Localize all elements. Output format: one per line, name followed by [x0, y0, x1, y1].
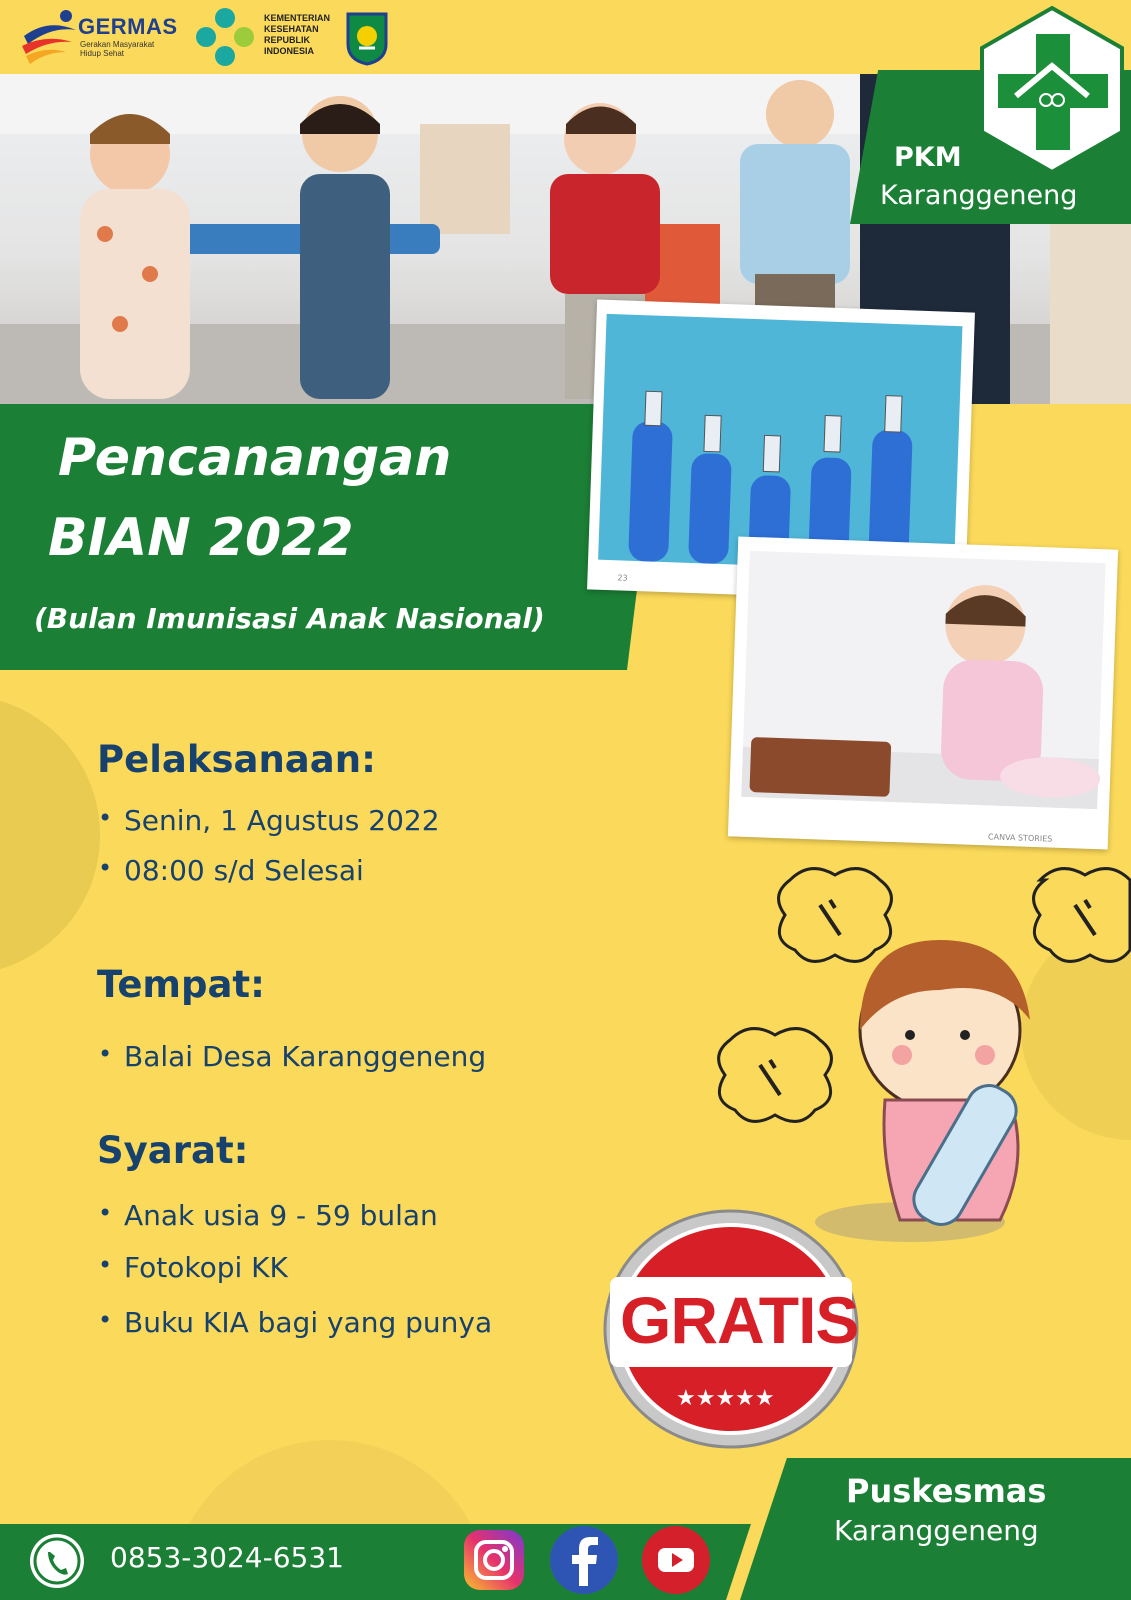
phone-number[interactable]: 0853-3024-6531: [110, 1541, 344, 1574]
pelaksanaan-heading: Pelaksanaan:: [97, 738, 376, 781]
pkm-title: PKM: [894, 142, 962, 173]
syarat-item-age: • Anak usia 9 - 59 bulan: [124, 1199, 438, 1232]
svg-text:CANVA STORIES: CANVA STORIES: [987, 832, 1053, 844]
gratis-badge-main: GRATIS: [620, 1283, 859, 1357]
syarat-item-kk: • Fotokopi KK: [124, 1251, 288, 1284]
kemkes-logo-icon: [192, 4, 258, 70]
gratis-badge-stars: ★★★★★: [676, 1386, 775, 1411]
syarat-item-kia: • Buku KIA bagi yang punya: [124, 1306, 492, 1339]
svg-text:23: 23: [617, 573, 628, 583]
youtube-icon[interactable]: [640, 1524, 712, 1596]
toddler-photo: [728, 536, 1118, 849]
title-line-1: Pencanangan: [58, 428, 452, 488]
kemkes-line-3: REPUBLIK: [264, 35, 311, 45]
toddler-illustration: [728, 536, 1118, 849]
kemkes-line-4: INDONESIA: [264, 46, 315, 56]
syarat-heading: Syarat:: [97, 1129, 249, 1172]
health-center-cross-icon: [976, 4, 1128, 176]
regency-emblem-icon: [344, 8, 390, 66]
kemkes-line-1: KEMENTERIAN: [264, 13, 331, 23]
germas-logo-icon: [18, 6, 80, 68]
germas-logo-text: GERMAS: [78, 14, 178, 39]
footer-org-subtitle: Karanggeneng: [834, 1514, 1039, 1547]
title-line-2: BIAN 2022: [48, 508, 354, 568]
tempat-item-location: • Balai Desa Karanggeneng: [124, 1040, 486, 1073]
kemkes-line-2: KESEHATAN: [264, 24, 319, 34]
tempat-heading: Tempat:: [97, 963, 265, 1006]
gratis-badge-top: 100%: [676, 1232, 784, 1279]
whatsapp-icon[interactable]: [26, 1530, 88, 1592]
pelaksanaan-item-time: • 08:00 s/d Selesai: [124, 854, 364, 887]
pelaksanaan-item-date: • Senin, 1 Agustus 2022: [124, 804, 440, 837]
pkm-subtitle: Karanggeneng: [880, 180, 1078, 211]
facebook-icon[interactable]: [548, 1524, 620, 1596]
title-subtitle: (Bulan Imunisasi Anak Nasional): [34, 602, 545, 635]
germas-tagline: Gerakan Masyarakat Hidup Sehat: [80, 40, 155, 58]
instagram-icon[interactable]: [460, 1526, 528, 1594]
footer-org-title: Puskesmas: [846, 1472, 1047, 1510]
kemkes-logo-text: [264, 13, 330, 57]
